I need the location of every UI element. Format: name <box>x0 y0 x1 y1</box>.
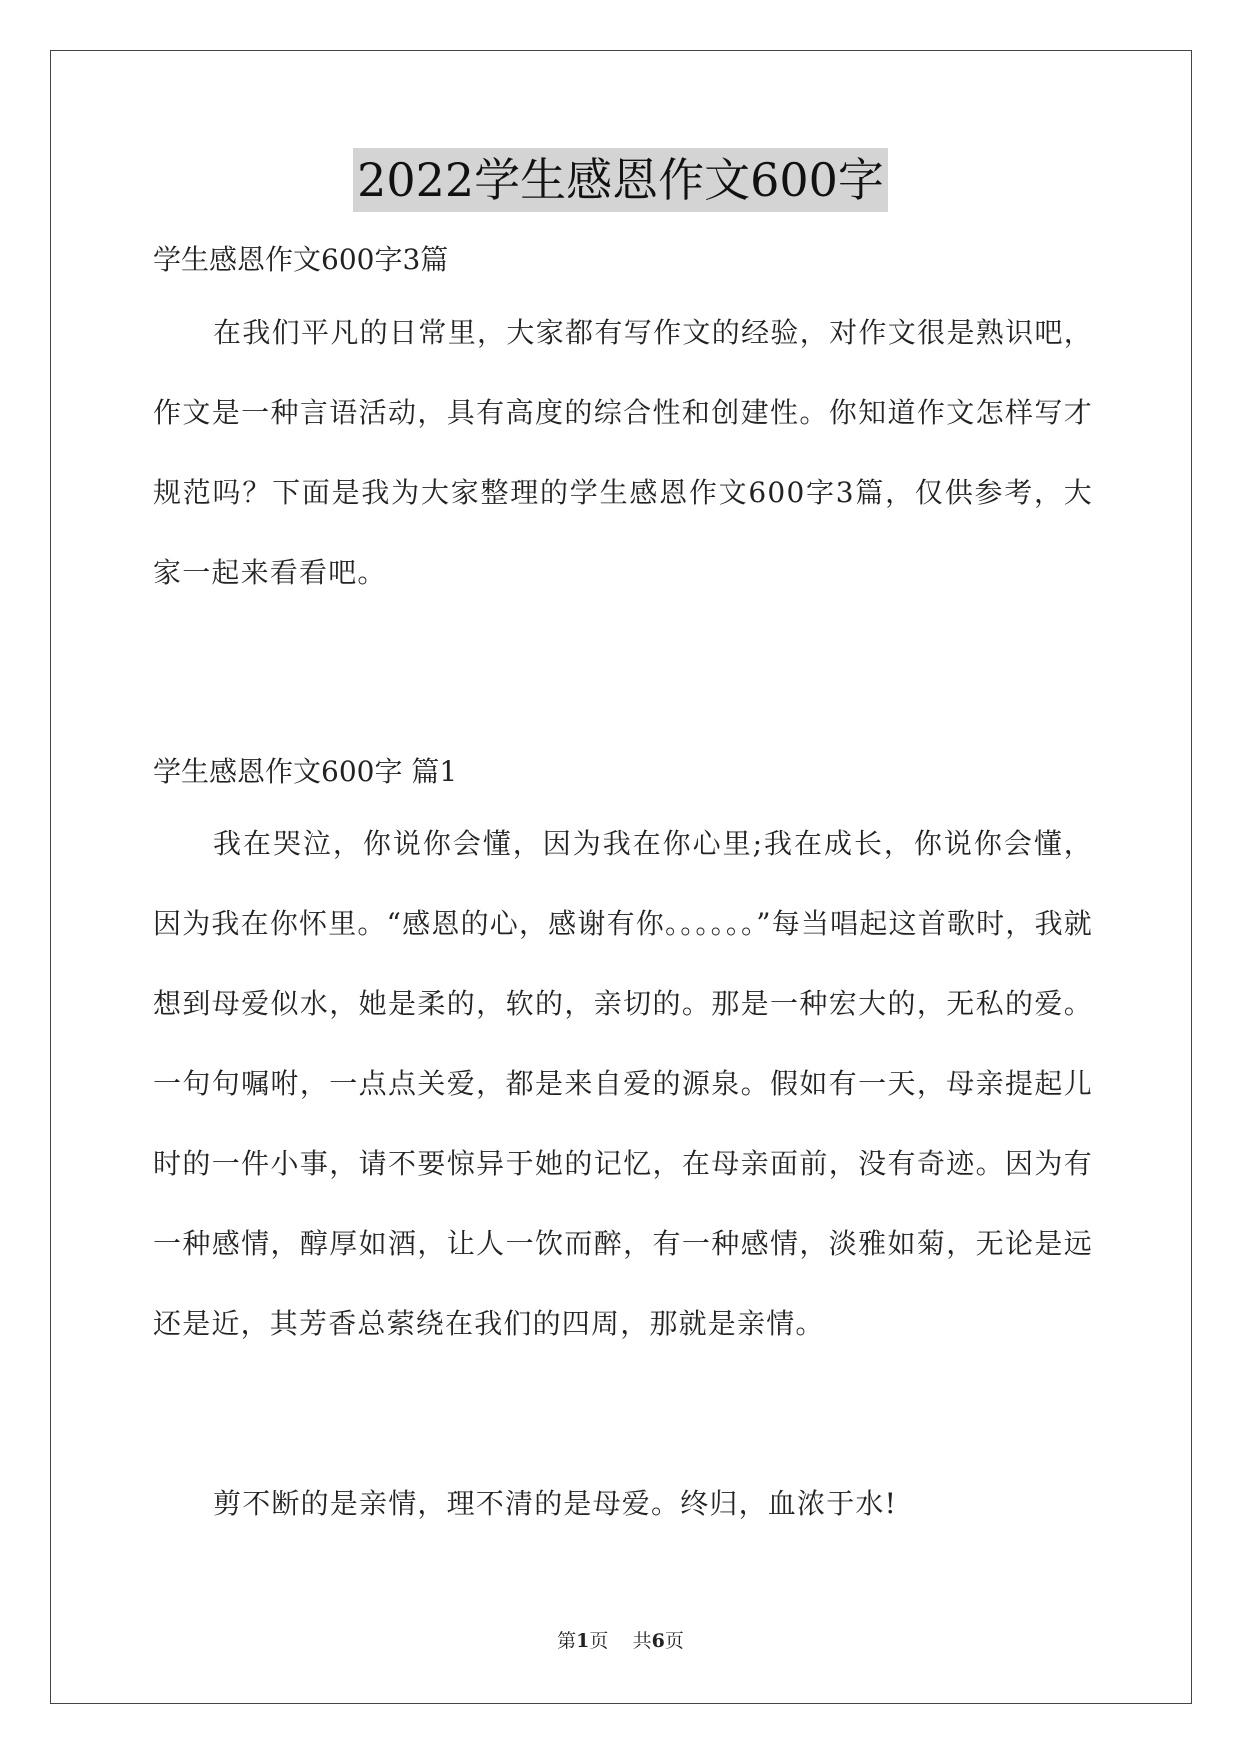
footer-prefix: 第 <box>557 1630 577 1652</box>
footer-total-pages: 6 <box>651 1630 665 1652</box>
document-subtitle: 学生感恩作文600字3篇 <box>153 243 449 276</box>
intro-paragraph: 在我们平凡的日常里，大家都有写作文的经验，对作文很是熟识吧，作文是一种言语活动，具有高度的综合性和创建性。你知道作文怎样写才规范吗？下面是我为大家整理的学生感恩作文600字3篇，仅供参考，大家一起来看看吧。 <box>153 316 1093 589</box>
section-paragraph-1: 我在哭泣，你说你会懂，因为我在你心里;我在成长，你说你会懂，因为我在你怀里。“感恩的心，感谢有你。。。。。。”每当唱起这首歌时，我就想到母爱似水，她是柔的，软的，亲切的。那是一种宏大的，无私的爱。一句句嘱咐，一点点关爱，都是来自爱的源泉。假如有一天，母亲提起儿时的一件小事，请不要惊异于她的记忆，在母亲面前，没有奇迹。因为有一种感情，醇厚如酒，让人一饮而醉，有一种感情，淡雅如菊，无论是远还是近，其芳香总萦绕在我们的四周，那就是亲情。 <box>153 827 1093 1340</box>
footer-mid: 页 共 <box>589 1630 652 1652</box>
footer-suffix: 页 <box>664 1630 684 1652</box>
title-container <box>0 148 1241 212</box>
section-paragraph-2: 剪不断的是亲情，理不清的是母爱。终归，血浓于水! <box>213 1487 898 1520</box>
section-heading: 学生感恩作文600字 篇1 <box>153 755 458 788</box>
document-title: 2022学生感恩作文600字 <box>353 148 888 212</box>
footer-current-page: 1 <box>576 1630 590 1652</box>
page-footer <box>0 1626 1241 1653</box>
